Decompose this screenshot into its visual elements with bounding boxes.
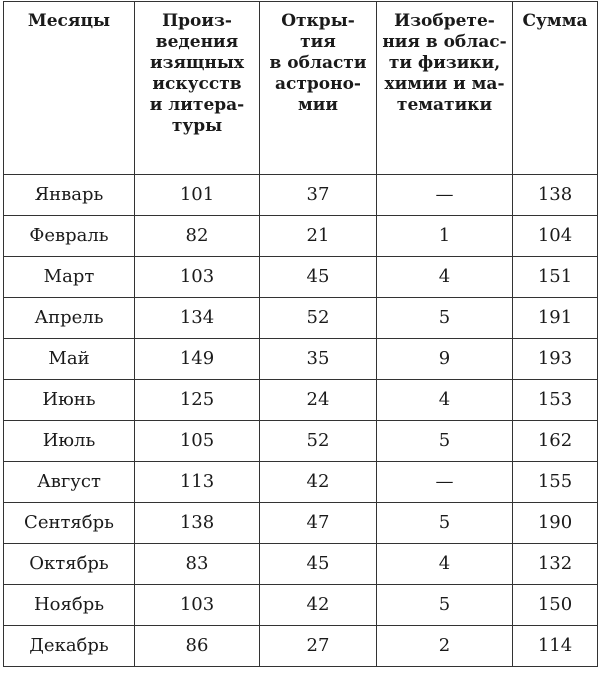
column-header-line: тия — [300, 32, 336, 52]
column-header-line: туры — [171, 116, 223, 136]
table-row — [4, 216, 598, 257]
cell-astronomy: 21 — [260, 216, 377, 257]
cell-astronomy: 37 — [260, 175, 377, 216]
cell-arts: 149 — [135, 339, 260, 380]
cell-inventions: 2 — [377, 626, 513, 667]
table-row — [4, 544, 598, 585]
cell-inventions: 1 — [377, 216, 513, 257]
table-row — [4, 380, 598, 421]
cell-month: Январь — [4, 175, 135, 216]
cell-arts: 86 — [135, 626, 260, 667]
cell-inventions: 5 — [377, 298, 513, 339]
table-row — [4, 339, 598, 380]
cell-month: Март — [4, 257, 135, 298]
cell-inventions: — — [377, 175, 513, 216]
column-header-astronomy — [260, 2, 377, 175]
cell-inventions: — — [377, 462, 513, 503]
cell-astronomy: 24 — [260, 380, 377, 421]
column-header-line: Месяцы — [27, 11, 111, 31]
cell-arts: 103 — [135, 257, 260, 298]
cell-sum: 151 — [513, 257, 598, 298]
column-header-line: мии — [298, 95, 338, 115]
cell-month: Ноябрь — [4, 585, 135, 626]
monthly-data-table — [3, 1, 598, 667]
cell-astronomy: 52 — [260, 298, 377, 339]
cell-astronomy: 52 — [260, 421, 377, 462]
column-header-line: Сумма — [522, 11, 588, 31]
column-header-line: и литера- — [149, 95, 245, 115]
cell-astronomy: 45 — [260, 544, 377, 585]
cell-astronomy: 42 — [260, 462, 377, 503]
column-header-line: ти физики, — [388, 53, 501, 73]
cell-sum: 190 — [513, 503, 598, 544]
table-row — [4, 298, 598, 339]
cell-arts: 134 — [135, 298, 260, 339]
header-row — [4, 2, 598, 175]
cell-sum: 150 — [513, 585, 598, 626]
cell-astronomy: 35 — [260, 339, 377, 380]
cell-arts: 125 — [135, 380, 260, 421]
column-header-line: тематики — [396, 95, 493, 115]
cell-month: Июль — [4, 421, 135, 462]
cell-arts: 83 — [135, 544, 260, 585]
cell-arts: 113 — [135, 462, 260, 503]
cell-sum: 193 — [513, 339, 598, 380]
column-header-line: ния в облас- — [382, 32, 507, 52]
cell-month: Май — [4, 339, 135, 380]
cell-inventions: 4 — [377, 544, 513, 585]
cell-inventions: 5 — [377, 585, 513, 626]
cell-month: Сентябрь — [4, 503, 135, 544]
cell-sum: 153 — [513, 380, 598, 421]
table-header — [4, 2, 598, 175]
table-row — [4, 585, 598, 626]
cell-sum: 104 — [513, 216, 598, 257]
cell-arts: 103 — [135, 585, 260, 626]
cell-astronomy: 47 — [260, 503, 377, 544]
cell-inventions: 4 — [377, 257, 513, 298]
cell-astronomy: 27 — [260, 626, 377, 667]
cell-month: Декабрь — [4, 626, 135, 667]
column-header-sum — [513, 2, 598, 175]
table-row — [4, 626, 598, 667]
cell-astronomy: 45 — [260, 257, 377, 298]
cell-arts: 138 — [135, 503, 260, 544]
column-header-line: Изобрете- — [394, 11, 495, 31]
column-header-line: астроно- — [275, 74, 361, 94]
table-body — [4, 175, 598, 667]
table-row — [4, 175, 598, 216]
column-header-arts — [135, 2, 260, 175]
cell-sum: 162 — [513, 421, 598, 462]
cell-inventions: 9 — [377, 339, 513, 380]
table-row — [4, 462, 598, 503]
cell-sum: 138 — [513, 175, 598, 216]
column-header-inventions — [377, 2, 513, 175]
column-header-line: ведения — [155, 32, 239, 52]
cell-sum: 132 — [513, 544, 598, 585]
cell-inventions: 5 — [377, 503, 513, 544]
cell-arts: 105 — [135, 421, 260, 462]
cell-arts: 82 — [135, 216, 260, 257]
table-row — [4, 257, 598, 298]
column-header-line: изящных — [149, 53, 245, 73]
cell-astronomy: 42 — [260, 585, 377, 626]
cell-month: Апрель — [4, 298, 135, 339]
column-header-line: Произ- — [162, 11, 232, 31]
table-row — [4, 503, 598, 544]
cell-month: Июнь — [4, 380, 135, 421]
cell-sum: 191 — [513, 298, 598, 339]
cell-arts: 101 — [135, 175, 260, 216]
column-header-month — [4, 2, 135, 175]
column-header-line: в области — [269, 53, 367, 73]
cell-inventions: 5 — [377, 421, 513, 462]
cell-sum: 155 — [513, 462, 598, 503]
cell-sum: 114 — [513, 626, 598, 667]
cell-month: Октябрь — [4, 544, 135, 585]
table-row — [4, 421, 598, 462]
cell-month: Февраль — [4, 216, 135, 257]
column-header-line: искусств — [152, 74, 242, 94]
cell-month: Август — [4, 462, 135, 503]
column-header-line: Откры- — [281, 11, 355, 31]
column-header-line: химии и ма- — [384, 74, 505, 94]
cell-inventions: 4 — [377, 380, 513, 421]
